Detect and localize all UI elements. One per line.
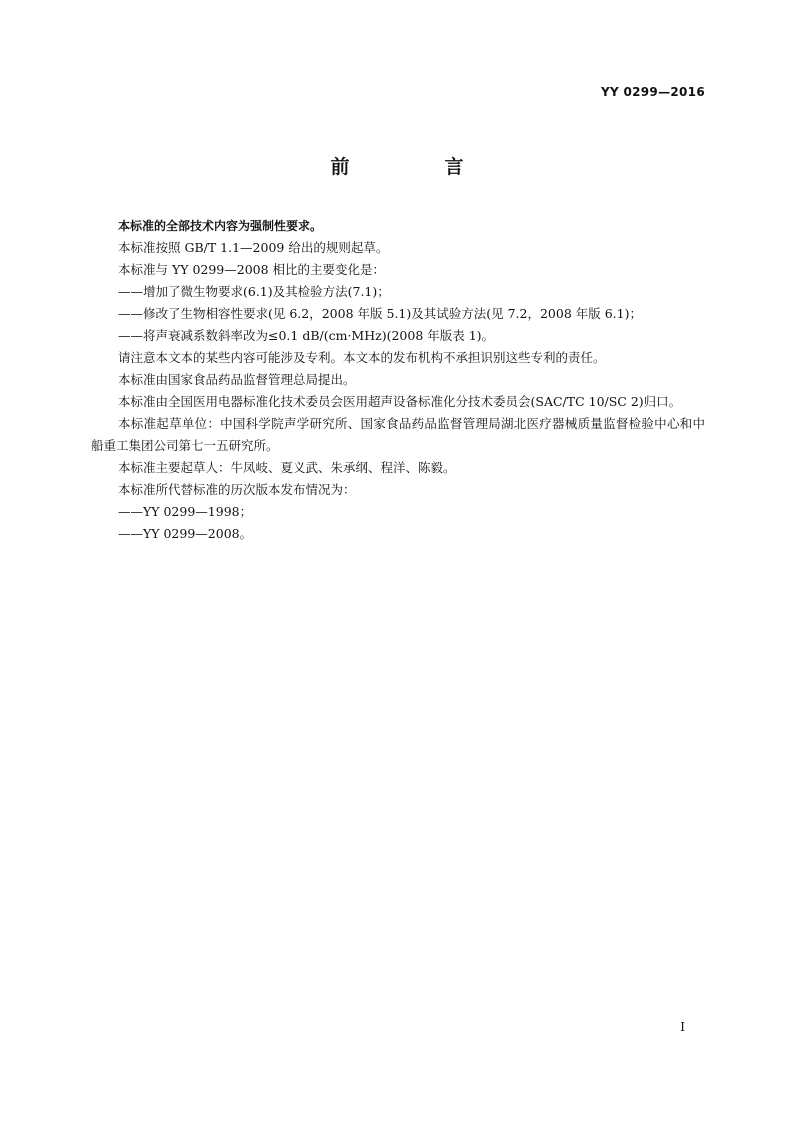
page-title: 前 言 bbox=[330, 156, 502, 178]
paragraph-patent-notice: 请注意本文本的某些内容可能涉及专利。本文本的发布机构不承担识别这些专利的责任。 bbox=[118, 350, 606, 365]
paragraph-changes-intro: 本标准与 YY 0299—2008 相比的主要变化是： bbox=[118, 262, 386, 277]
list-item-change: ——将声衰减系数斜率改为≤0.1 dB/(cm·MHz)(2008 年版表 1)。 bbox=[118, 328, 495, 343]
list-item-change: ——增加了微生物要求(6.1)及其检验方法(7.1)； bbox=[118, 284, 390, 299]
paragraph-previous-editions-intro: 本标准所代替标准的历次版本发布情况为： bbox=[118, 482, 356, 497]
paragraph-drafting-organizations: 本标准起草单位：中国科学院声学研究所、国家食品药品监督管理局湖北医疗器械质量监督检验中心和中船重工集团公司第七一五研究所。 bbox=[91, 416, 705, 453]
list-item-previous-edition: ——YY 0299—2008。 bbox=[118, 526, 253, 541]
paragraph-drafters: 本标准主要起草人：牛凤岐、夏义武、朱承纲、程洋、陈毅。 bbox=[118, 460, 456, 475]
paragraph-technical-committee: 本标准由全国医用电器标准化技术委员会医用超声设备标准化分技术委员会(SAC/TC 10/SC 2)归口。 bbox=[118, 394, 682, 409]
paragraph-proposed-by: 本标准由国家食品药品监督管理总局提出。 bbox=[118, 372, 356, 387]
foreword-body bbox=[91, 215, 705, 545]
paragraph-mandatory-statement: 本标准的全部技术内容为强制性要求。 bbox=[118, 219, 323, 233]
paragraph-drafting-rules: 本标准按照 GB/T 1.1—2009 给出的规则起草。 bbox=[118, 240, 389, 255]
standard-code-header: YY 0299—2016 bbox=[601, 85, 705, 99]
list-item-change: ——修改了生物相容性要求(见 6.2，2008 年版 5.1)及其试验方法(见 7.2，2008 年版 6.1)； bbox=[118, 306, 642, 321]
list-item-previous-edition: ——YY 0299—1998； bbox=[118, 504, 253, 519]
page-number: I bbox=[680, 1020, 685, 1034]
